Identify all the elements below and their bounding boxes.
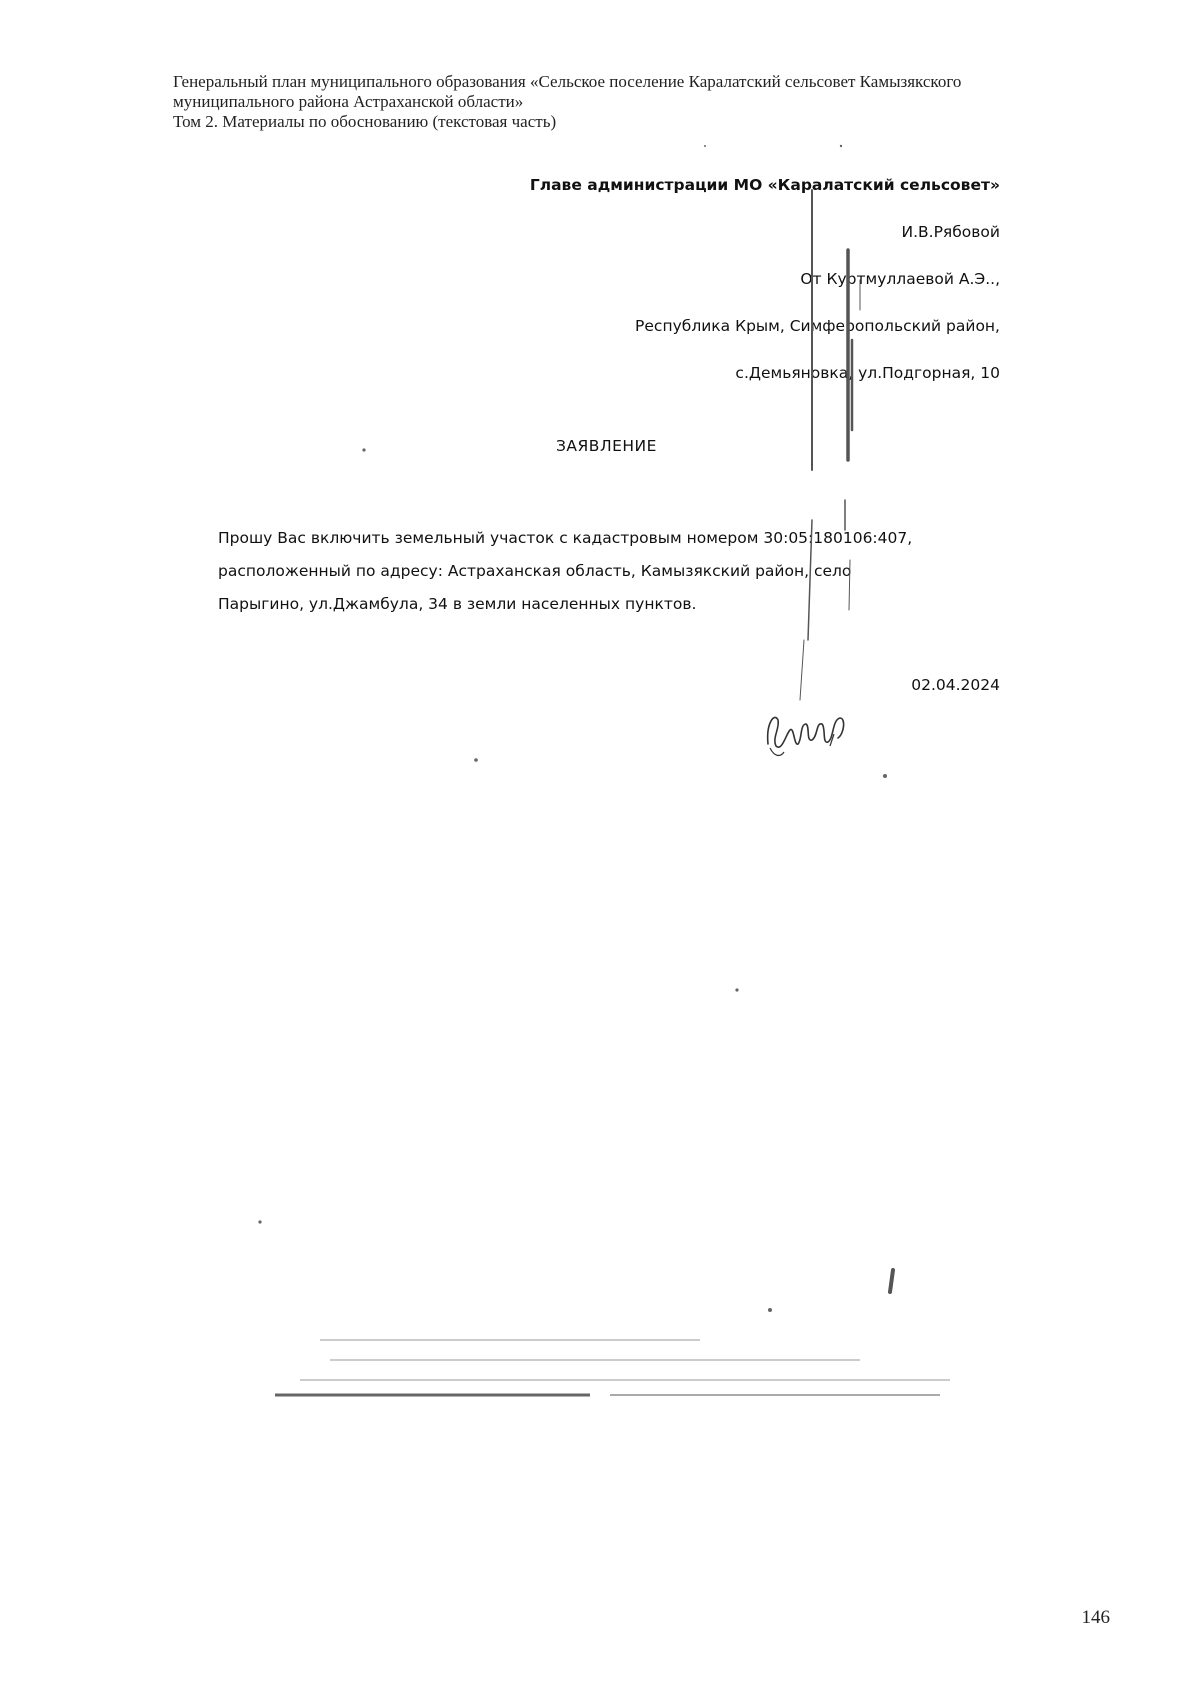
addressee-line-1: Главе администрации МО «Каралатский сельсовет» <box>529 176 1000 194</box>
statement-body-line-2: расположенный по адресу: Астраханская область, Камызякский район, село <box>218 562 852 580</box>
page-number: 146 <box>1081 1607 1110 1628</box>
header-line-1: Генеральный план муниципального образования «Сельское поселение Каралатский сельсовет Камызякского <box>173 72 962 91</box>
statement-date: 02.04.2024 <box>911 676 1000 694</box>
addressee-block <box>530 162 1000 397</box>
statement-body-line-1: Прошу Вас включить земельный участок с кадастровым номером 30:05:180106:407, <box>218 529 913 547</box>
addressee-line-2: И.В.Рябовой <box>901 223 1000 241</box>
header-line-2: муниципального района Астраханской области» <box>173 92 524 111</box>
document-header <box>173 72 1133 132</box>
statement-title: ЗАЯВЛЕНИЕ <box>556 437 657 455</box>
addressee-line-4: Республика Крым, Симферопольский район, <box>635 317 1000 335</box>
addressee-line-3: От Куртмуллаевой А.Э.., <box>800 270 1000 288</box>
header-line-3: Том 2. Материалы по обоснованию (текстовая часть) <box>173 112 557 131</box>
statement-body-line-3: Парыгино, ул.Джамбула, 34 в земли населенных пунктов. <box>218 595 697 613</box>
statement-body <box>218 522 1018 621</box>
handwritten-signature <box>760 694 860 764</box>
addressee-line-5: с.Демьяновка, ул.Подгорная, 10 <box>735 364 1000 382</box>
